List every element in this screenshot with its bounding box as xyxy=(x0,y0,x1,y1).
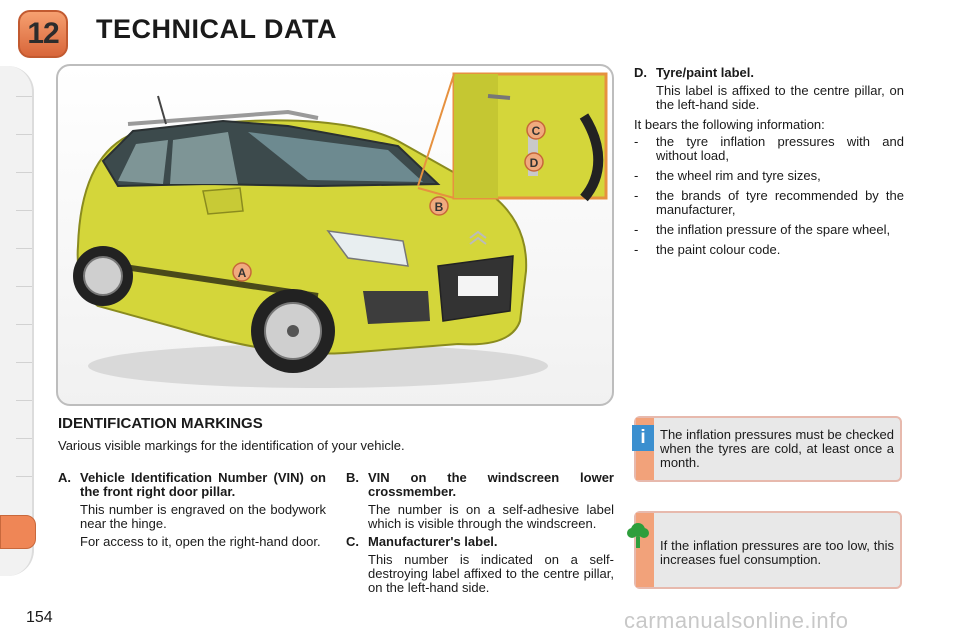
chapter-tab-active[interactable] xyxy=(0,515,36,549)
list-item xyxy=(634,169,904,183)
list-dash: - xyxy=(634,134,639,149)
item-title: Manufacturer's label. xyxy=(368,534,498,549)
item-c xyxy=(346,535,614,549)
info-note xyxy=(634,416,902,482)
item-letter: C. xyxy=(346,534,359,549)
info-note-text: The inflation pressures must be checked when the tyres are cold, at least once a month. xyxy=(660,427,894,470)
tab-divider xyxy=(16,210,32,211)
tab-divider xyxy=(16,362,32,363)
list-item xyxy=(634,243,904,257)
tyre-list-intro: It bears the following information: xyxy=(634,117,825,132)
tab-divider xyxy=(16,286,32,287)
marker-label-b: B xyxy=(434,200,444,214)
info-icon: i xyxy=(632,425,654,451)
item-letter: B. xyxy=(346,470,359,485)
marker-label-c: C xyxy=(531,124,541,138)
list-dash: - xyxy=(634,242,639,257)
item-title: Vehicle Identification Number (VIN) on the front right door pillar. xyxy=(80,470,326,499)
tab-divider xyxy=(16,438,32,439)
list-item xyxy=(634,135,904,163)
section-intro: Various visible markings for the identification of your vehicle. xyxy=(58,438,405,453)
marker-d xyxy=(525,153,543,171)
tab-divider xyxy=(16,400,32,401)
vehicle-illustration xyxy=(56,64,614,406)
item-paragraph: This label is affixed to the centre pillar, on the left-hand side. xyxy=(656,83,904,112)
car-drawing xyxy=(58,66,612,404)
marker-a xyxy=(233,263,251,281)
eco-note xyxy=(634,511,902,589)
item-paragraph: The number is on a self-adhesive label which is visible through the windscreen. xyxy=(368,502,614,531)
marker-b xyxy=(430,197,448,215)
page-title: TECHNICAL DATA xyxy=(96,14,337,44)
list-dash: - xyxy=(634,222,639,237)
marker-c xyxy=(527,121,545,139)
item-letter: A. xyxy=(58,470,71,485)
section-heading: IDENTIFICATION MARKINGS xyxy=(58,415,263,432)
list-dash: - xyxy=(634,188,639,203)
marker-label-d: D xyxy=(529,156,539,170)
tab-divider xyxy=(16,172,32,173)
item-a xyxy=(58,471,326,553)
marker-label-a: A xyxy=(237,266,247,280)
chapter-badge xyxy=(18,10,68,58)
item-title: Tyre/paint label. xyxy=(656,65,755,80)
list-item-text: the inflation pressure of the spare wheel, xyxy=(656,222,891,237)
tab-divider xyxy=(16,324,32,325)
tab-divider xyxy=(16,134,32,135)
item-letter: D. xyxy=(634,65,647,80)
watermark: carmanualsonline.info xyxy=(624,608,849,633)
tab-divider xyxy=(16,476,32,477)
item-paragraph: For access to it, open the right-hand door. xyxy=(80,534,321,549)
list-item-text: the tyre inflation pressures with and without load, xyxy=(656,134,904,163)
list-item-text: the wheel rim and tyre sizes, xyxy=(656,168,821,183)
item-title: VIN on the windscreen lower crossmember. xyxy=(368,470,614,499)
item-paragraph: This number is engraved on the bodywork near the hinge. xyxy=(80,502,326,531)
item-paragraph: This number is indicated on a self-destroying label affixed to the centre pillar, on the left-hand side. xyxy=(368,552,614,595)
item-b xyxy=(346,471,614,599)
item-d xyxy=(634,66,904,257)
tab-divider xyxy=(16,248,32,249)
list-item xyxy=(634,223,904,237)
tree-icon xyxy=(626,521,650,549)
page-number: 154 xyxy=(26,609,53,626)
eco-note-text: If the inflation pressures are too low, this increases fuel consumption. xyxy=(660,538,894,567)
list-item-text: the brands of tyre recommended by the manufacturer, xyxy=(656,188,904,217)
list-item-text: the paint colour code. xyxy=(656,242,781,257)
chapter-number: 12 xyxy=(27,17,59,50)
list-item xyxy=(634,189,904,217)
tab-divider xyxy=(16,96,32,97)
list-dash: - xyxy=(634,168,639,183)
chapter-tab-strip xyxy=(0,66,34,576)
